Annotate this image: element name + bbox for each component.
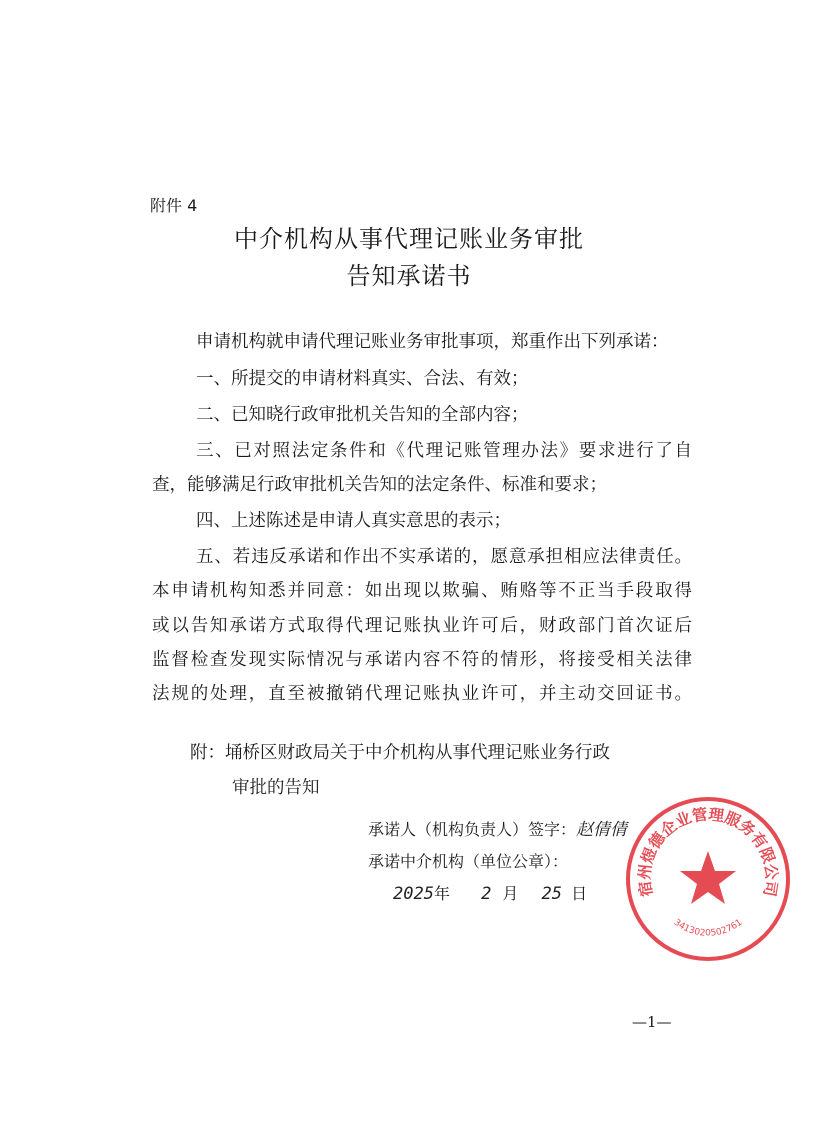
seal-name: 宿州煜德企业管理服务有限公司 [635,805,781,898]
date-day-unit: 日 [571,884,588,903]
annex-line2: 审批的告知 [232,778,320,798]
commitment-item-5-line2: 本申请机构知悉并同意：如出现以欺骗、贿赂等不正当手段取得 [152,581,692,601]
date-year: 2025 [393,884,434,904]
page-number: —1— [632,1013,672,1031]
commitment-item-5-line4: 监督检查发现实际情况与承诺内容不符的情形，将接受相关法律 [152,650,692,670]
signer-label: 承诺人（机构负责人）签字： [368,820,577,839]
commitment-item-1: 一、所提交的申请材料真实、合法、有效； [196,369,529,389]
seal-code: 3413020502761 [671,917,745,939]
annex-line1: 附：埇桥区财政局关于中介机构从事代理记账业务行政 [190,743,610,763]
seal-code-arc [672,918,745,939]
seal-star-icon [680,851,736,904]
document-title-line1: 中介机构从事代理记账业务审批 [234,225,584,253]
commitment-item-5-line1: 五、若违反承诺和作出不实承诺的，愿意承担相应法律责任。 [196,547,692,567]
date-line [393,881,587,904]
date-month-unit: 月 [502,884,519,903]
attachment-label: 附件 4 [150,196,198,215]
document-title-line2: 告知承诺书 [346,262,472,290]
date-year-unit: 年 [433,884,450,903]
intro-paragraph: 申请机构就申请代理记账业务审批事项，郑重作出下列承诺： [196,332,669,352]
commitment-item-4: 四、上述陈述是申请人真实意思的表示； [196,511,511,531]
commitment-item-3-line2: 查，能够满足行政审批机关告知的法定条件、标准和要求； [152,475,607,495]
date-month: 2 [481,884,492,904]
commitment-item-2: 二、已知晓行政审批机关告知的全部内容； [196,405,529,425]
commitment-item-5-line5: 法规的处理，直至被撤销代理记账执业许可，并主动交回证书。 [152,684,692,704]
commitment-item-3-line1: 三、已对照法定条件和《代理记账管理办法》要求进行了自 [196,441,692,461]
date-day: 25 [541,884,562,904]
organization-seal-label: 承诺中介机构（单位公章）： [368,852,569,871]
handwritten-signature: 赵倩倩 [576,820,628,840]
signer-line [368,815,627,840]
company-seal [624,795,792,963]
commitment-item-5-line3: 或以告知承诺方式取得代理记账执业许可后，财政部门首次证后 [152,616,692,636]
